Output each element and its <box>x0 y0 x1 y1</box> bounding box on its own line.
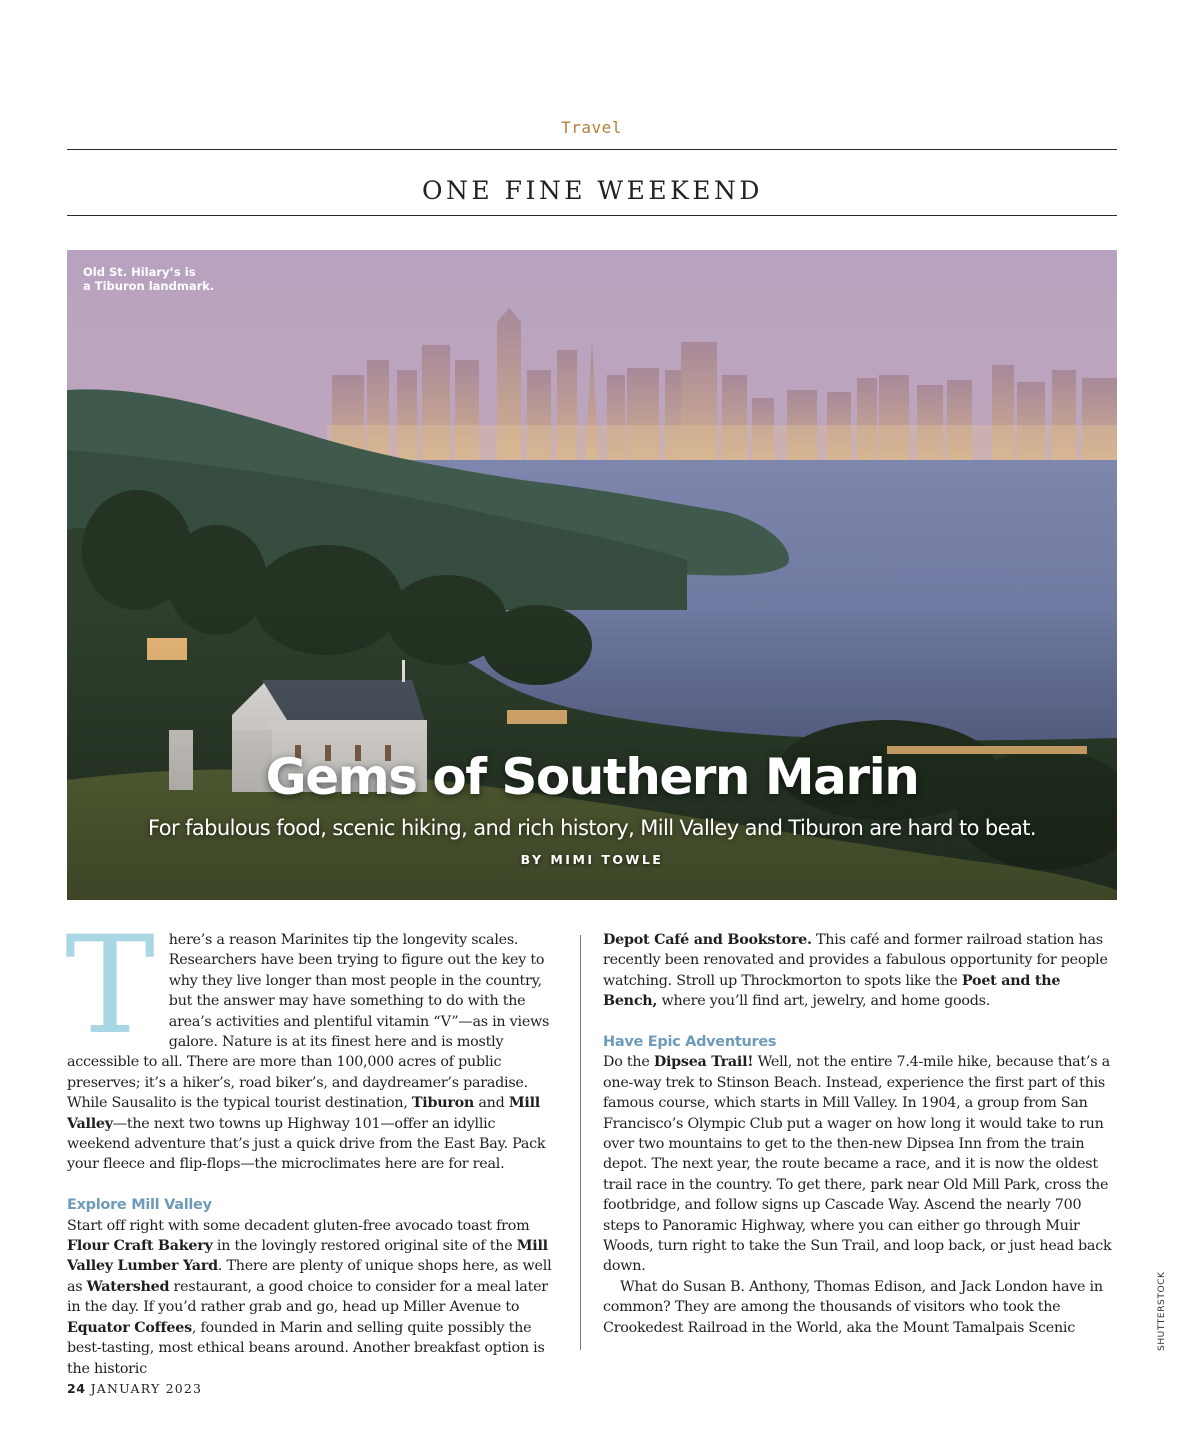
header-rule-bottom <box>67 215 1117 216</box>
folio <box>67 1381 202 1396</box>
column-right <box>603 930 1118 1338</box>
photo-caption: Old St. Hilary’s is a Tiburon landmark. <box>83 265 215 293</box>
paragraph-explore-continued: Depot Café and Bookstore. This café and former railroad station has recently been renovated and provides a fabulous opportunity for people watching. Stroll up Throckmorton to spots like the Poet and the Bench, where you’ll find art, jewelry, and home goods. <box>603 932 1108 1010</box>
drop-cap: T <box>65 907 155 1064</box>
header-rule-top <box>67 149 1117 150</box>
section-label: Travel <box>561 118 622 137</box>
paragraph-railroad: What do Susan B. Anthony, Thomas Edison, and Jack London have in common? They are among the thousands of visitors who took the Crookedest Railroad in the World, aka the Mount Tamalpais Scenic <box>603 1278 1103 1336</box>
headline: Gems of Southern Marin <box>265 748 919 806</box>
byline: BY MIMI TOWLE <box>520 852 664 867</box>
column-left <box>65 907 559 1379</box>
issue-date: JANUARY 2023 <box>90 1381 203 1396</box>
subhead-explore-mill-valley: Explore Mill Valley <box>67 1197 212 1214</box>
page-number: 24 <box>67 1381 86 1396</box>
paragraph-explore: Start off right with some decadent gluten-free avocado toast from Flour Craft Bakery in the lovingly restored original site of the Mill Valley Lumber Yard. There are plenty of unique shops here, as well as Watershed restaurant, a good choice to consider for a meal later in the day. If you’d rather grab and go, head up Miller Avenue to Equator Coffees, founded in Marin and selling quite possibly the best-tasting, most ethical beans around. Another breakfast option is the historic <box>67 1217 552 1377</box>
subhead-epic-adventures: Have Epic Adventures <box>603 1034 777 1051</box>
paragraph-intro: There’s a reason Marinites tip the longevity scales. Researchers have been trying to figure out the key to why they live longer than most people in the country, but the answer may have something to do with the area’s activities and plentiful vitamin “V”—as in views galore. Nature is at its finest here and is mostly accessible to all. There are more than 100,000 acres of public preserves; it’s a hiker’s, road biker’s, and daydreamer’s paradise. While Sausalito is the typical tourist destination, Tiburon and Mill Valley—the next two towns up Highway 101—offer an idyllic weekend adventure that’s just a quick drive from the East Bay. Pack your fleece and flip-flops—the microclimates here are for real. <box>65 907 550 1173</box>
photo-credit: SHUTTERSTOCK <box>1157 1271 1167 1351</box>
hero-photo <box>67 250 1117 900</box>
series-title: ONE FINE WEEKEND <box>422 176 763 205</box>
column-divider <box>580 935 581 1350</box>
dek: For fabulous food, scenic hiking, and rich history, Mill Valley and Tiburon are hard to beat. <box>148 816 1036 840</box>
paragraph-dipsea: Do the Dipsea Trail! Well, not the entire 7.4-mile hike, because that’s a one-way trek to Stinson Beach. Instead, experience the first part of this famous course, which starts in Mill Valley. In 1904, a group from San Francisco’s Olympic Club put a wager on how long it would take to run over two mountains to get to the then-new Dipsea Inn from the train depot. The next year, the route became a race, and it is now the oldest trail race in the country. To get there, park near Old Mill Park, cross the footbridge, and follow signs up Cascade Way. Ascend the nearly 700 steps to Panoramic Highway, where you can either go through Muir Woods, turn right to take the Sun Trail, and loop back, or just head back down. <box>603 1054 1112 1275</box>
